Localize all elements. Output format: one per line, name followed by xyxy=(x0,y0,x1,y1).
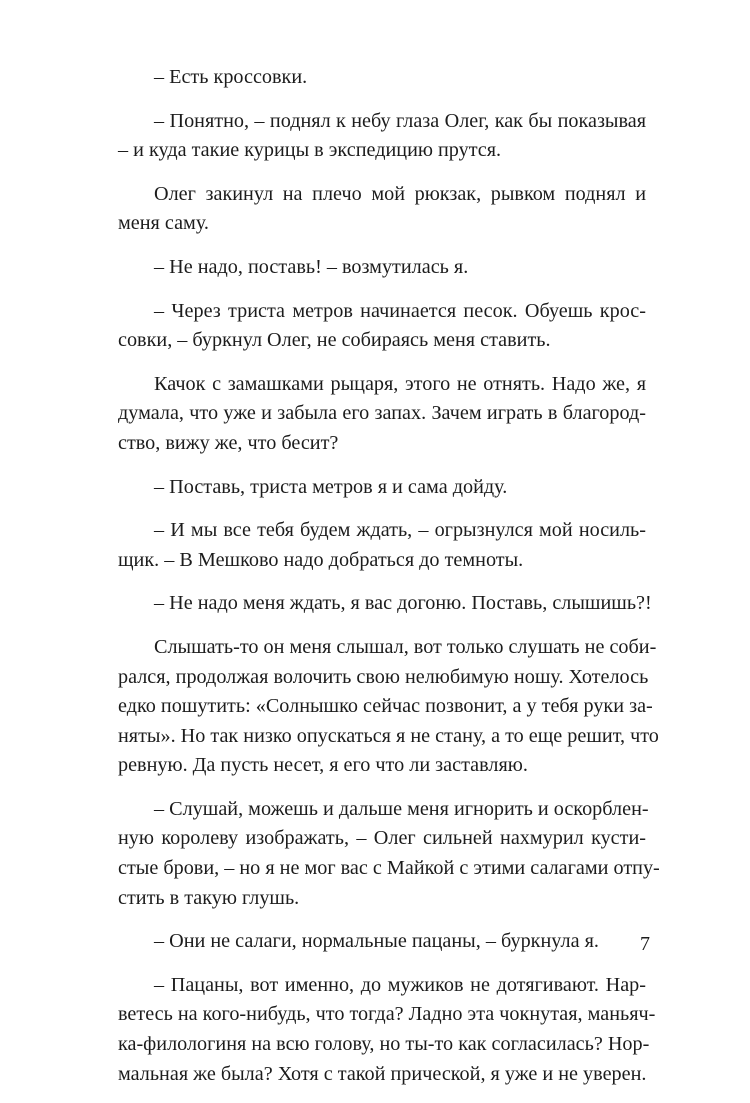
paragraph xyxy=(118,253,646,283)
text-line: – Пацаны, вот именно, до мужиков не дотягивают. Нар- xyxy=(154,973,646,996)
text-line: – Они не салаги, нормальные пацаны, – буркнула я. xyxy=(154,930,599,953)
text-line: – Не надо, поставь! – возмутилась я. xyxy=(154,255,469,278)
paragraph xyxy=(118,297,646,356)
text-line: думала, что уже и забыла его запах. Зачем играть в благород- xyxy=(118,402,646,425)
text-line: – Через триста метров начинается песок. Обуешь крос- xyxy=(154,299,646,322)
paragraph xyxy=(118,180,646,239)
paragraph xyxy=(118,927,646,957)
paragraph xyxy=(118,589,652,619)
text-line: ветесь на кого-нибудь, что тогда? Ладно эта чокнутая, маньяч- xyxy=(118,1003,656,1026)
text-line: стые брови, – но я не мог вас с Майкой с этими салагами отпу- xyxy=(118,857,660,880)
paragraph xyxy=(118,633,659,781)
text-line: ка-филологиня на всю голову, но ты-то как согласилась? Нор- xyxy=(118,1033,650,1056)
text-line: – и куда такие курицы в экспедицию прутся. xyxy=(118,139,502,162)
text-line: щик. – В Мешково надо добраться до темноты. xyxy=(118,548,524,571)
paragraph xyxy=(118,795,660,913)
text-line: рался, продолжая волочить свою нелюбимую ношу. Хотелось xyxy=(118,665,649,688)
paragraph xyxy=(118,107,646,166)
body-text xyxy=(118,63,660,1103)
text-line: ство, вижу же, что бесит? xyxy=(118,431,339,454)
text-line: ную королеву изображать, – Олег сильней нахмурил кусти- xyxy=(118,827,646,850)
text-line: – Не надо меня ждать, я вас догоню. Поставь, слышишь?! xyxy=(154,592,652,615)
text-line: – Понятно, – поднял к небу глаза Олег, как бы показывая xyxy=(154,109,646,132)
paragraph xyxy=(118,370,646,459)
text-line: Олег закинул на плечо мой рюкзак, рывком поднял и xyxy=(154,182,646,205)
text-line: Слышать-то он меня слышал, вот только слушать не соби- xyxy=(154,635,657,658)
paragraph xyxy=(118,63,646,93)
text-line: няты». Но так низко опускаться я не стану, а то еще решит, что xyxy=(118,724,659,747)
paragraph xyxy=(118,473,646,503)
paragraph xyxy=(118,516,646,575)
text-line: Качок с замашками рыцаря, этого не отнять. Надо же, я xyxy=(154,372,646,395)
text-line: меня саму. xyxy=(118,212,209,235)
paragraph xyxy=(118,971,656,1089)
text-line: мальная же была? Хотя с такой прической, я уже и не уверен. xyxy=(118,1062,647,1085)
text-line: едко пошутить: «Солнышко сейчас позвонит, а у тебя руки за- xyxy=(118,695,653,718)
text-line: – Слушай, можешь и дальше меня игнорить и оскорблен- xyxy=(154,797,649,820)
text-line: ревную. Да пусть несет, я его что ли заставляю. xyxy=(118,754,528,777)
text-line: стить в такую глушь. xyxy=(118,886,300,909)
text-line: совки, – буркнул Олег, не собираясь меня ставить. xyxy=(118,329,551,352)
page-number: 7 xyxy=(640,933,650,955)
text-line: – И мы все тебя будем ждать, – огрызнулся мой носиль- xyxy=(154,519,646,542)
text-line: – Поставь, триста метров я и сама дойду. xyxy=(154,475,508,498)
text-line: – Есть кроссовки. xyxy=(154,66,308,88)
